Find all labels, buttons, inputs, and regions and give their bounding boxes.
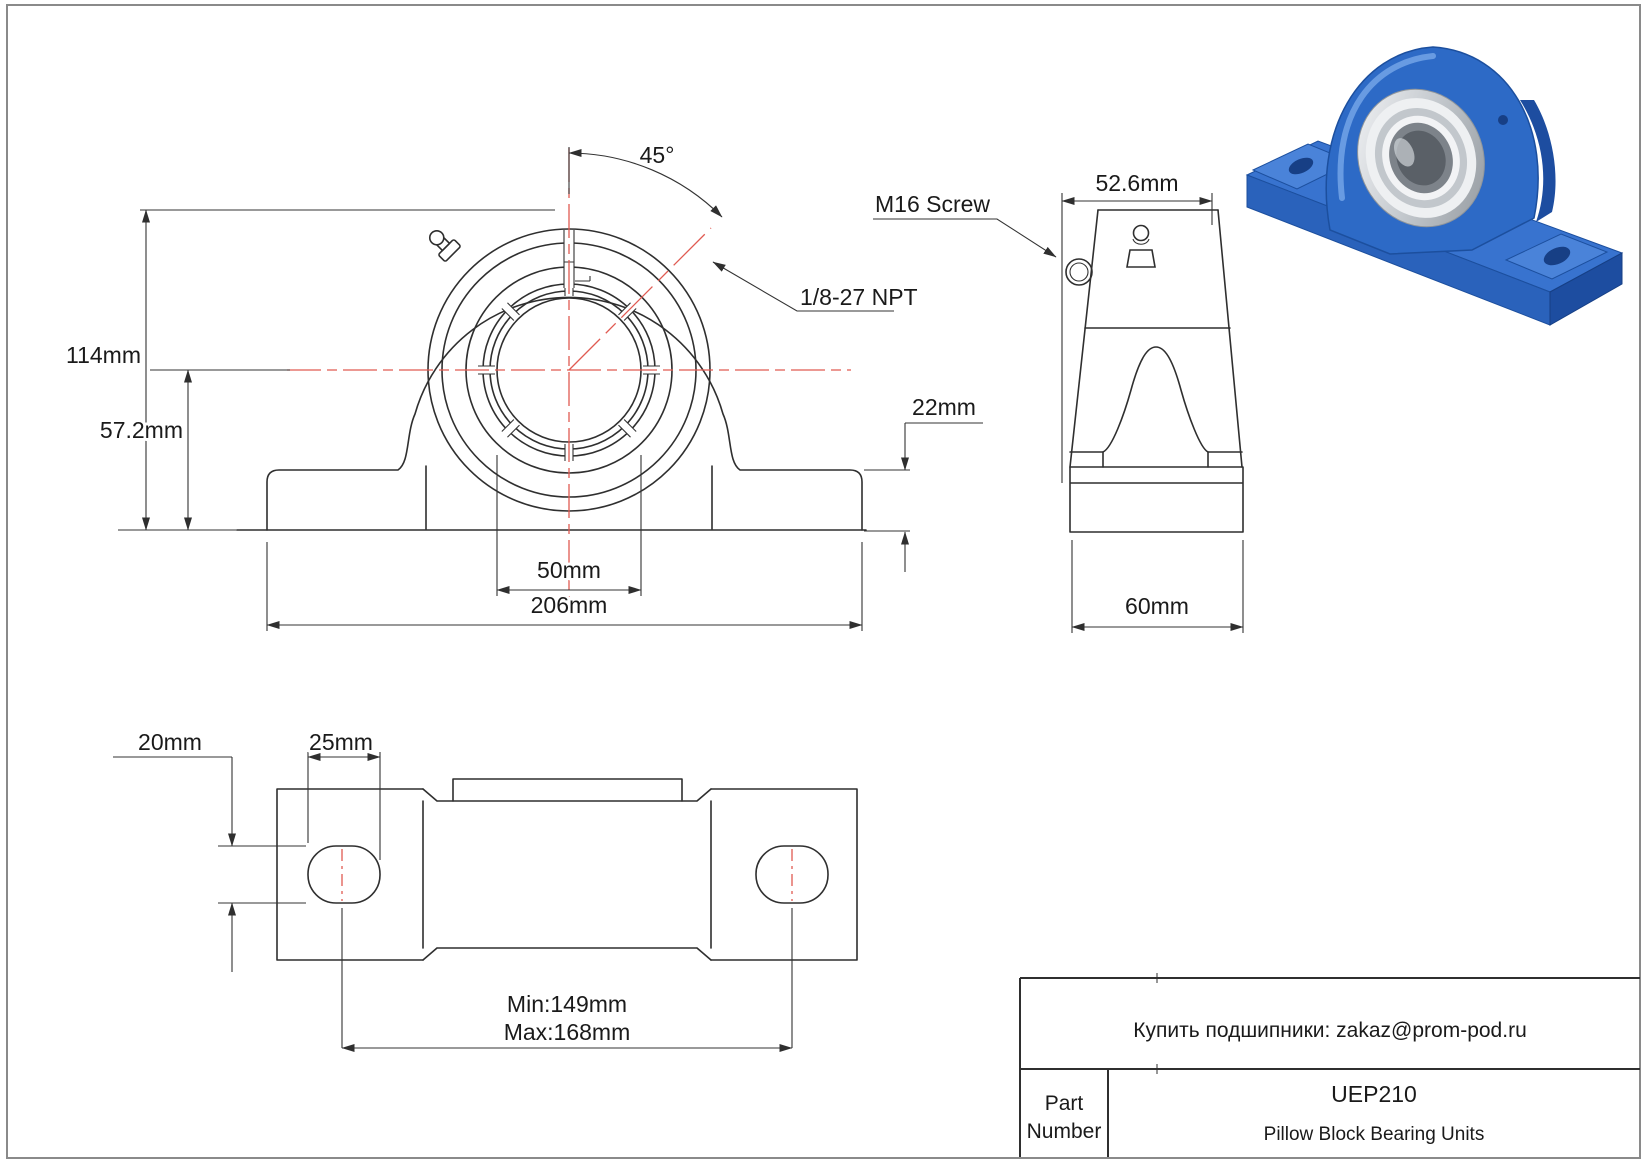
dim-50mm-text: 50mm — [537, 557, 601, 583]
bottom-top-pad — [453, 779, 682, 801]
part-number: UEP210 — [1331, 1081, 1417, 1107]
grease-zerk — [1127, 226, 1155, 268]
m16-screw-text: M16 Screw — [875, 191, 991, 217]
dim-52-6mm-text: 52.6mm — [1095, 170, 1179, 196]
product-name: Pillow Block Bearing Units — [1263, 1124, 1485, 1145]
front-view — [66, 142, 918, 631]
bottom-left-foot — [277, 789, 423, 960]
dim-20mm-text: 20mm — [138, 729, 202, 755]
product-render-3d — [1247, 47, 1622, 325]
dim-57-2mm-text: 57.2mm — [99, 417, 183, 443]
dim-45deg-text: 45° — [639, 142, 675, 168]
m16-screw-circle — [1066, 259, 1092, 285]
side-arch-cutout — [1103, 347, 1208, 452]
dim-52-6mm — [1062, 170, 1212, 483]
bottom-right-foot — [711, 789, 857, 960]
dim-60mm — [1072, 540, 1243, 633]
npt-port-text: 1/8-27 NPT — [800, 284, 918, 310]
dim-45deg — [569, 142, 722, 217]
dim-bolt-span — [342, 908, 792, 1048]
title-block — [1020, 973, 1640, 1157]
dim-57-2mm — [100, 370, 290, 530]
part-label-line1: Part — [1044, 1092, 1084, 1115]
dim-bolt-min-text: Min:149mm — [506, 991, 628, 1017]
render-set-screw — [1498, 115, 1508, 125]
bottom-view — [113, 729, 857, 1048]
npt-port-label — [713, 262, 918, 311]
dim-bolt-max-text: Max:168mm — [503, 1019, 631, 1045]
dim-206mm — [267, 542, 862, 631]
part-label-line2: Number — [1026, 1120, 1102, 1143]
contact-text: Купить подшипники: zakaz@prom-pod.ru — [1133, 1019, 1527, 1042]
top-slot-channel — [564, 230, 590, 288]
dim-206mm-text: 206mm — [530, 592, 608, 618]
side-view — [864, 170, 1243, 633]
left-bolt-slot — [308, 846, 380, 903]
dim-25mm — [308, 729, 380, 860]
dim-60mm-text: 60mm — [1125, 593, 1189, 619]
dim-25mm-text: 25mm — [309, 729, 373, 755]
dim-114mm-text: 114mm — [66, 342, 141, 368]
dim-22mm-text: 22mm — [912, 394, 976, 420]
m16-screw-label — [873, 191, 1056, 257]
dim-22mm — [864, 394, 983, 572]
side-base — [1070, 467, 1243, 532]
grease-port-fitting — [424, 225, 461, 262]
